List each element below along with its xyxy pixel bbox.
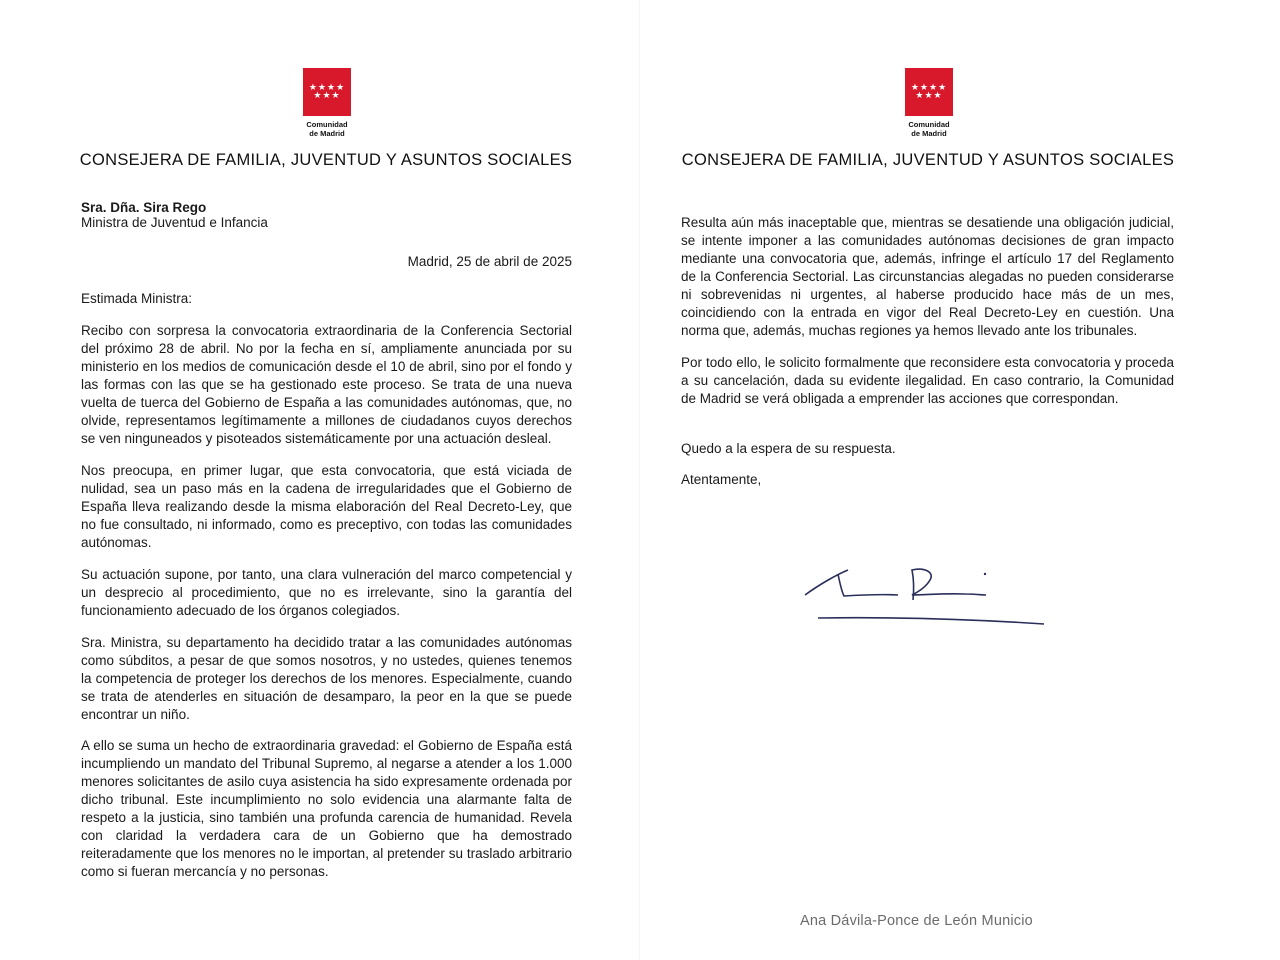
paragraph: Sra. Ministra, su departamento ha decidido tratar a las comunidades autónomas como súbditos, a pesar de que somos nosotros, y no ustedes, quienes tenemos la competencia de proteger los derechos de los menores. Especialmente, cuando se trata de atenderles en situación de desamparo, la peor en la que se puede encontrar un niño. [81,635,572,722]
comunidad-de-madrid-logo [301,68,353,138]
logo-stars-icon: ★★★★ ★★★ [910,83,948,101]
paragraph: Por todo ello, le solicito formalmente que reconsidere esta convocatoria y proceda a su cancelación, dada su evidente ilegalidad. En caso contrario, la Comunidad de Madrid se verá obligada a emprender las acciones que correspondan. [681,355,1174,406]
comunidad-de-madrid-logo [903,68,955,138]
handwritten-signature [800,562,1050,632]
letter-page-2 [640,0,1280,960]
department-heading: CONSEJERA DE FAMILIA, JUVENTUD Y ASUNTOS SOCIALES [681,151,1175,169]
salutation: Estimada Ministra: [81,291,193,306]
paragraph: A ello se suma un hecho de extraordinaria gravedad: el Gobierno de España está incumpliendo un mandato del Tribunal Supremo, al negarse a atender a los 1.000 menores solicitantes de asilo cuya asistencia ha sido expresamente ordenada por dicho tribunal. Este incumplimiento no solo evidencia una alarmante falta de respeto a la justicia, sino también una profunda carencia de humanidad. Revela con claridad la verdadera cara de un Gobierno que ha demostrado reiteradamente que los menores no le importan, al pretender su traslado arbitrario como si fueran mercancía y no personas. [81,738,572,879]
recipient-name: Sra. Dña. Sira Rego [81,200,207,215]
department-heading: CONSEJERA DE FAMILIA, JUVENTUD Y ASUNTOS SOCIALES [79,151,573,169]
paragraph: Resulta aún más inaceptable que, mientras se desatiende una obligación judicial, se intente imponer a las comunidades autónomas decisiones de gran impacto mediante una convocatoria que, además, infringe el artículo 17 del Reglamento de la Conferencia Sectorial. Las circunstancias alegadas no pueden considerarse ni sobrevenidas ni urgentes, al haberse producido hace más de un mes, coincidiendo con la entrada en vigor del Real Decreto-Ley en cuestión. Una norma que, además, muchas regiones ya hemos llevado ante los tribunales. [681,215,1174,338]
logo-text-line1: Comunidad [306,120,348,129]
logo-text-line1: Comunidad [908,120,950,129]
closing-wait: Quedo a la espera de su respuesta. [681,441,896,456]
logo-flag [905,68,953,116]
logo-text-line2: de Madrid [309,129,345,138]
recipient-title: Ministra de Juventud e Infancia [81,215,268,230]
closing: Atentamente, [681,472,762,487]
paragraph: Recibo con sorpresa la convocatoria extraordinaria de la Conferencia Sectorial del próximo 28 de abril. No por la fecha en sí, ampliamente anunciada por su ministerio en los medios de comunicación desde el 10 de abril, sino por el fondo y las formas con las que se ha gestionado este proceso. Se trata de una nueva vuelta de tuerca del Gobierno de España a las comunidades autónomas, que, no olvide, representamos legítimamente a millones de ciudadanos cuyos derechos se ven ninguneados y pisoteados sistemáticamente por una actuación desleal. [81,323,572,446]
letter-date: Madrid, 25 de abril de 2025 [407,254,572,269]
paragraph: Su actuación supone, por tanto, una clara vulneración del marco competencial y un desprecio al procedimiento, que no es irrelevante, sino la garantía del funcionamiento adecuado de los órganos colegiados. [81,567,572,618]
logo-text-line2: de Madrid [911,129,947,138]
logo-flag [303,68,351,116]
logo-stars-icon: ★★★★ ★★★ [308,83,346,101]
signer-name: Ana Dávila-Ponce de León Municio [800,913,1033,929]
paragraph: Nos preocupa, en primer lugar, que esta convocatoria, que está viciada de nulidad, sea un paso más en la cadena de irregularidades que el Gobierno de España lleva realizando desde la misma elaboración del Real Decreto-Ley, que no fue consultado, ni informado, como es preceptivo, con todas las comunidades autónomas. [81,463,572,550]
